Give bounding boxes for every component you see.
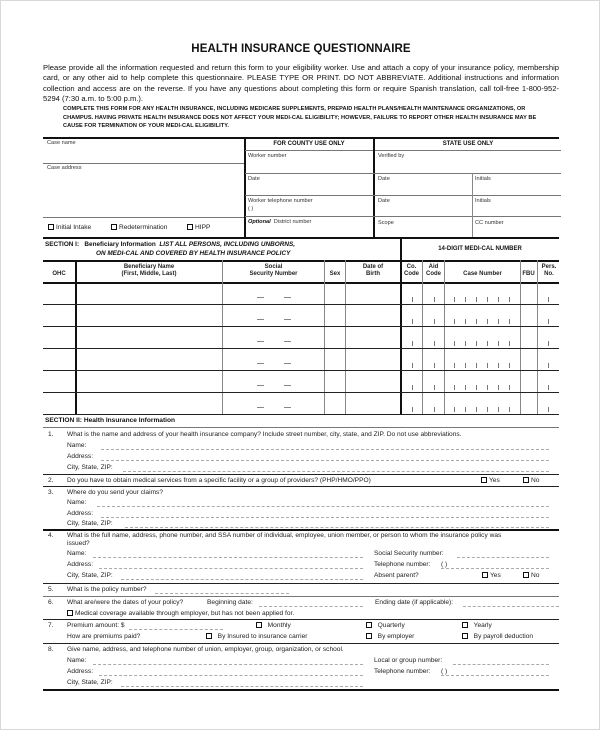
intro-paragraph: Please provide all the information requested and return this form to your eligibility worker. Use and attach a copy of your insurance policy, membership card, or any other aid to help complete this questionnaire. PLEASE TYPE OR PRINT. DO NOT ABBREVIATE. Additional instructions and information collection and access are on the reverse. If you have any questions about completing this form or require Spanish translation, call toll-free 1-800-952-5294 (7:30 a.m. to 5:00 p.m.). (43, 63, 559, 103)
q3-number: 3. (48, 489, 54, 496)
divider (245, 195, 561, 196)
q4-number: 4. (48, 532, 54, 539)
divider (43, 486, 559, 487)
q7-by-payroll-checkbox[interactable]: By payroll deduction (462, 633, 533, 640)
ssn-separator (257, 385, 264, 386)
q6-end-field[interactable] (463, 606, 559, 607)
digit-tick (412, 319, 413, 324)
county-date-label: Date (248, 176, 260, 182)
digit-tick (487, 385, 488, 390)
divider (43, 583, 559, 584)
checkbox-initial-intake[interactable]: Initial Intake (48, 224, 91, 231)
digit-tick (454, 297, 455, 302)
verified-by-field[interactable] (375, 159, 561, 172)
state-date1-label: Date (378, 176, 390, 182)
row-divider (43, 392, 559, 393)
table-row[interactable] (43, 304, 559, 326)
ssn-separator (284, 385, 291, 386)
ssn-separator (284, 319, 291, 320)
worker-number-field[interactable] (245, 159, 373, 172)
q4-name-label: Name: (67, 550, 87, 557)
digit-tick (412, 363, 413, 368)
divider (245, 216, 561, 217)
digit-tick (434, 319, 435, 324)
q6-employer-checkbox[interactable]: Medical coverage available through employer, but has not been applied for. (67, 610, 294, 617)
q8-number: 8. (48, 646, 54, 653)
q4-phone-label: Telephone number: (374, 561, 431, 568)
county-header: FOR COUNTY USE ONLY (273, 141, 345, 147)
county-date-field[interactable] (245, 182, 373, 195)
row-divider (43, 304, 559, 305)
q3-city-label: City, State, ZIP: (67, 520, 113, 527)
q2-no-checkbox[interactable]: No (523, 477, 539, 484)
digit-tick (548, 363, 549, 368)
q8-text: Give name, address, and telephone number of union, employer, group, organization, or school. (67, 646, 344, 653)
checkbox-redetermination[interactable]: Redetermination (111, 224, 167, 231)
digit-tick (465, 297, 466, 302)
table-bottom-border (43, 414, 559, 415)
divider (245, 150, 373, 151)
q8-address-field[interactable] (99, 675, 363, 676)
q4-name-field[interactable] (93, 557, 363, 558)
q8-phone-field[interactable]: ( ) (441, 668, 448, 675)
table-row[interactable] (43, 392, 559, 414)
checkbox-icon[interactable] (206, 633, 212, 639)
q1-name-field[interactable] (101, 449, 549, 450)
q8-phone-underline (441, 675, 549, 676)
ssn-separator (284, 407, 291, 408)
q6-end-label: Ending date (if applicable): (375, 599, 454, 606)
q8-local-label: Local or group number: (374, 657, 443, 664)
col-name: Beneficiary Name (First, Middle, Last) (121, 264, 177, 277)
form-bottom-border (43, 689, 559, 691)
q3-name-field[interactable] (97, 506, 549, 507)
q4-address-label: Address: (67, 561, 94, 568)
digit-tick (454, 341, 455, 346)
digit-tick (434, 363, 435, 368)
digit-tick (454, 407, 455, 412)
checkbox-icon[interactable] (462, 622, 468, 628)
q7-premium-field[interactable] (129, 629, 223, 630)
ssn-separator (257, 297, 264, 298)
divider (43, 163, 244, 164)
checkbox-icon[interactable] (523, 572, 529, 578)
col-sex: Sex (329, 271, 341, 277)
checkbox-icon[interactable] (256, 622, 262, 628)
ssn-separator (284, 297, 291, 298)
row-divider (43, 326, 559, 327)
q4-text-continued: issued? (67, 540, 90, 547)
q2-number: 2. (48, 477, 54, 484)
ssn-separator (257, 341, 264, 342)
section1-heading: SECTION I: Beneficiary Information LIST ALL PERSONS, INCLUDING UNBORNS, (45, 241, 296, 248)
state-header: STATE USE ONLY (442, 141, 494, 147)
q4-address-field[interactable] (99, 568, 363, 569)
q3-text: Where do you send your claims? (67, 489, 164, 496)
digit-tick (498, 297, 499, 302)
digit-tick (454, 385, 455, 390)
checkbox-icon[interactable] (482, 572, 488, 578)
q5-text: What is the policy number? (67, 586, 147, 593)
digit-tick (476, 363, 477, 368)
worker-phone-field[interactable]: ( ) (248, 206, 254, 212)
q8-address-label: Address: (67, 668, 94, 675)
checkbox-icon[interactable] (48, 224, 54, 230)
digit-tick (509, 341, 510, 346)
divider (43, 427, 559, 428)
q7-yearly-checkbox[interactable]: Yearly (462, 622, 492, 629)
digit-tick (465, 341, 466, 346)
q6-begin-label: Beginning date: (207, 599, 253, 606)
case-name-label: Case name (47, 140, 76, 146)
ssn-separator (257, 363, 264, 364)
divider (43, 217, 244, 218)
digit-tick (454, 363, 455, 368)
worker-number-label: Worker number (248, 153, 287, 159)
table-row[interactable] (43, 348, 559, 370)
q4-ssn-label: Social Security number: (374, 550, 444, 557)
ssn-separator (257, 319, 264, 320)
q6-number: 6. (48, 599, 54, 606)
q4-absent-no-checkbox[interactable]: No (523, 572, 539, 579)
q1-name-label: Name: (67, 442, 87, 449)
q6-begin-field[interactable] (259, 606, 363, 607)
digit-tick (498, 385, 499, 390)
digit-tick (412, 407, 413, 412)
divider (43, 474, 559, 475)
q7-monthly-checkbox[interactable]: Monthly (256, 622, 291, 629)
digit-tick (454, 319, 455, 324)
digit-tick (548, 385, 549, 390)
col-aid-code: Aid Code (426, 264, 441, 277)
section2-heading: SECTION II: Health Insurance Information (45, 417, 176, 424)
digit-tick (509, 319, 510, 324)
q7-by-insured-checkbox[interactable]: By Insured to insurance carrier (206, 633, 307, 640)
case-address-field[interactable] (43, 172, 243, 216)
digit-tick (476, 385, 477, 390)
checkbox-icon[interactable] (111, 224, 117, 230)
digit-tick (434, 407, 435, 412)
divider (43, 529, 559, 531)
digit-tick (465, 407, 466, 412)
col-dob: Date of Birth (362, 264, 384, 277)
ssn-separator (284, 363, 291, 364)
digit-tick (412, 385, 413, 390)
digit-tick (434, 385, 435, 390)
digit-tick (487, 297, 488, 302)
q3-city-field[interactable] (125, 527, 549, 528)
digit-tick (465, 319, 466, 324)
verified-by-label: Verified by (378, 153, 405, 159)
q4-text: What is the full name, address, phone number, and SSA number of individual, employee, union member, or person to whom the insurance policy was (67, 532, 502, 539)
digit-tick (434, 341, 435, 346)
form-title: HEALTH INSURANCE QUESTIONNAIRE (191, 43, 411, 55)
row-divider (43, 370, 559, 371)
digit-tick (434, 297, 435, 302)
checkbox-icon[interactable] (67, 610, 73, 616)
digit-tick (476, 341, 477, 346)
district-number-field[interactable] (245, 226, 373, 236)
col-ohc: OHC (52, 271, 66, 277)
state-date2-label: Date (378, 198, 390, 204)
q2-text: Do you have to obtain medical services from a specific facility or a group of providers? (PHP/HMO/PPO) (67, 477, 371, 484)
checkbox-hipp[interactable]: HIPP (187, 224, 210, 231)
q3-name-label: Name: (67, 499, 87, 506)
digit-tick (465, 385, 466, 390)
table-top-border (43, 260, 559, 262)
state-initials2-label: Initials (475, 198, 491, 204)
ssn-separator (284, 341, 291, 342)
digit-tick (498, 341, 499, 346)
worker-phone-label: Worker telephone number (248, 198, 313, 204)
col-case-number: Case Number (463, 271, 502, 277)
checkbox-icon[interactable] (366, 622, 372, 628)
col-ssn: Social Security Number (249, 264, 298, 277)
checkbox-icon[interactable] (187, 224, 193, 230)
q7-by-employer-checkbox[interactable]: By employer (366, 633, 414, 640)
q7-how-paid-label: How are premiums paid? (67, 633, 141, 640)
q1-address-label: Address: (67, 453, 94, 460)
table-row[interactable] (43, 282, 559, 304)
medi-cal-header: 14-DIGIT MEDI-CAL NUMBER (438, 246, 522, 252)
notice-paragraph: COMPLETE THIS FORM FOR ANY HEALTH INSURANCE, INCLUDING MEDICARE SUPPLEMENTS, PREPAID HEALTH PLANS/HEALTH MAINTENANCE ORGANIZATIONS, OR CHAMPUS. HAVING PRIVATE HEALTH INSURANCE DOES NOT AFFECT YOUR MEDI-CAL ELIGIBILITY; HOWEVER, FAILURE TO REPORT OTHER HEALTH INSURANCE MAY BE CAUSE FOR TERMINATION OF YOUR MEDI-CAL ELIGIBILITY. (63, 106, 537, 130)
digit-tick (476, 319, 477, 324)
digit-tick (476, 297, 477, 302)
digit-tick (476, 407, 477, 412)
divider (375, 150, 561, 151)
case-name-field[interactable] (43, 147, 243, 161)
district-number-label: District number (273, 219, 312, 225)
section1-subheading: ON MEDI-CAL AND COVERED BY HEALTH INSURANCE POLICY (96, 250, 291, 257)
divider (472, 173, 473, 237)
q3-address-label: Address: (67, 510, 94, 517)
col-co-code: Co. Code (404, 264, 419, 277)
q4-ssn-field[interactable] (457, 557, 549, 558)
q1-address-field[interactable] (101, 460, 549, 461)
divider (245, 173, 561, 174)
checkbox-icon[interactable] (462, 633, 468, 639)
q4-city-label: City, State, ZIP: (67, 572, 113, 579)
digit-tick (498, 319, 499, 324)
digit-tick (487, 341, 488, 346)
q7-quarterly-checkbox[interactable]: Quarterly (366, 622, 405, 629)
digit-tick (509, 407, 510, 412)
q1-number: 1. (48, 431, 54, 438)
digit-tick (509, 297, 510, 302)
digit-tick (548, 297, 549, 302)
top-box-border (43, 137, 559, 139)
q7-number: 7. (48, 622, 54, 629)
q1-text: What is the name and address of your health insurance company? Include street number, city, state, and ZIP. Do not use abbreviations. (67, 431, 462, 438)
digit-tick (487, 319, 488, 324)
q4-absent-yes-checkbox[interactable]: Yes (482, 572, 501, 579)
digit-tick (498, 363, 499, 368)
checkbox-icon[interactable] (481, 477, 487, 483)
q1-city-field[interactable] (123, 471, 549, 472)
q8-phone-label: Telephone number: (374, 668, 431, 675)
cc-number-label: CC number (475, 220, 504, 226)
q5-policy-number-field[interactable] (155, 593, 289, 594)
q4-phone-underline (441, 568, 549, 569)
divider (43, 619, 559, 620)
q1-city-label: City, State, ZIP: (67, 464, 113, 471)
row-divider (43, 348, 559, 349)
table-row[interactable] (43, 370, 559, 392)
ssn-separator (257, 407, 264, 408)
state-initials1-label: Initials (475, 176, 491, 182)
digit-tick (412, 341, 413, 346)
col-fbu: FBU (522, 271, 535, 277)
digit-tick (548, 407, 549, 412)
divider (373, 137, 375, 237)
checkbox-icon[interactable] (366, 633, 372, 639)
top-box-bottom-border (43, 237, 559, 239)
q8-name-label: Name: (67, 657, 87, 664)
col-pers-no: Pers. No. (541, 264, 557, 277)
q7-premium-label: Premium amount: $ (67, 622, 125, 629)
digit-tick (487, 363, 488, 368)
checkbox-icon[interactable] (523, 477, 529, 483)
q3-address-field[interactable] (101, 517, 549, 518)
q8-city-label: City, State, ZIP: (67, 679, 113, 686)
q8-name-field[interactable] (93, 664, 363, 665)
digit-tick (509, 363, 510, 368)
scope-label: Scope (378, 220, 394, 226)
q8-local-field[interactable] (453, 664, 549, 665)
digit-tick (498, 407, 499, 412)
q2-yes-checkbox[interactable]: Yes (481, 477, 500, 484)
digit-tick (412, 297, 413, 302)
optional-label: Optional (248, 219, 271, 225)
digit-tick (548, 341, 549, 346)
q4-city-field[interactable] (121, 579, 363, 580)
case-address-label: Case address (47, 165, 82, 171)
q6-text: What are/were the dates of your policy? (67, 599, 184, 606)
q8-city-field[interactable] (121, 686, 363, 687)
divider (43, 643, 559, 644)
digit-tick (548, 319, 549, 324)
q5-number: 5. (48, 586, 54, 593)
q4-absent-parent-label: Absent parent? (374, 572, 419, 579)
divider (43, 596, 559, 597)
q4-phone-field[interactable]: ( ) (441, 561, 448, 568)
digit-tick (487, 407, 488, 412)
digit-tick (509, 385, 510, 390)
digit-tick (465, 363, 466, 368)
table-row[interactable] (43, 326, 559, 348)
